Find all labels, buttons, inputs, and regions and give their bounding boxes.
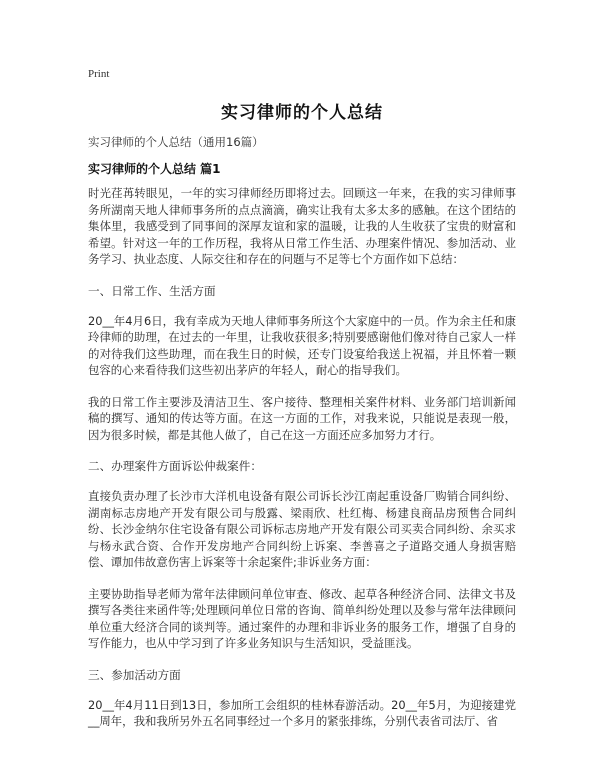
paragraph-daily-duties: 我的日常工作主要涉及清洁卫生、客户接待、整理相关案件材料、业务部门培训新闻稿的撰写、通知的传达等方面。在这一方面的工作，对我来说，只能说是表现一般，因为很多时候，都是其他人做了，自己在这一方面还应多加努力才行。	[88, 394, 516, 442]
paragraph-joining: 20__年4月6日，我有幸成为天地人律师事务所这个大家庭中的一员。作为余主任和康玲律师的助理，在过去的一年里，让我收获很多;特别要感谢他们像对待自己家人一样的对待我们这些助理，而在我生日的时候，还专门设宴给我送上祝福，并且怀着一颗包容的心来看待我们这些初出茅庐的年轻人，耐心的指导我们。	[88, 313, 516, 377]
paragraph-non-litigation: 主要协助指导老师为常年法律顾问单位审查、修改、起草各种经济合同、法律文书及撰写各类往来函件等;处理顾问单位日常的咨询、简单纠纷处理以及参与常年法律顾问单位重大经济合同的谈判等。通过案件的办理和非诉业务的服务工作，增强了自身的写作能力，也从中学习到了许多业务知识与生活知识，受益匪浅。	[88, 586, 516, 650]
heading-activities: 三、参加活动方面	[88, 667, 181, 682]
heading-cases: 二、办理案件方面诉讼仲裁案件：	[88, 459, 262, 473]
section-title: 实习律师的个人总结 篇1	[88, 162, 221, 176]
heading-daily-work: 一、日常工作、生活方面	[88, 283, 216, 298]
paragraph-litigation-cases: 直接负责办理了长沙市大洋机电设备有限公司诉长沙江南起重设备厂购销合同纠纷、湖南标志房地产开发有限公司与殷露、梁雨欣、杜红梅、杨建良商品房预售合同纠纷、长沙金纳尔住宅设备有限公司诉标志房地产开发有限公司买卖合同纠纷、余买求与杨永武合资、合作开发房地产合同纠纷上诉案、李善喜之子道路交通人身损害赔偿、谭加伟故意伤害上诉案等十余起案件;非诉业务方面：	[88, 489, 516, 569]
document-title: 实习律师的个人总结	[221, 103, 383, 123]
print-label: Print	[88, 68, 110, 80]
paragraph-intro: 时光荏苒转眼见，一年的实习律师经历即将过去。回顾这一年来，在我的实习律师事务所湖南天地人律师事务所的点点滴滴，确实让我有太多太多的感触。在这个团结的集体里，我感受到了同事间的深厚友谊和家的温暖，让我的人生收获了宝贵的财富和希望。针对这一年的工作历程，我将从日常工作生活、办理案件情况、参加活动、业务学习、执业态度、人际交往和存在的问题与不足等七个方面作如下总结：	[88, 186, 516, 266]
document-body	[88, 185, 516, 745]
document-subtitle: 实习律师的个人总结（通用16篇）	[88, 135, 264, 149]
paragraph-activities: 20__年4月11日到13日，参加所工会组织的桂林春游活动。20__年5月，为迎接建党__周年，我和我所另外五名同事经过一个多月的紧张排练，分别代表省司法厅、省	[88, 697, 516, 728]
